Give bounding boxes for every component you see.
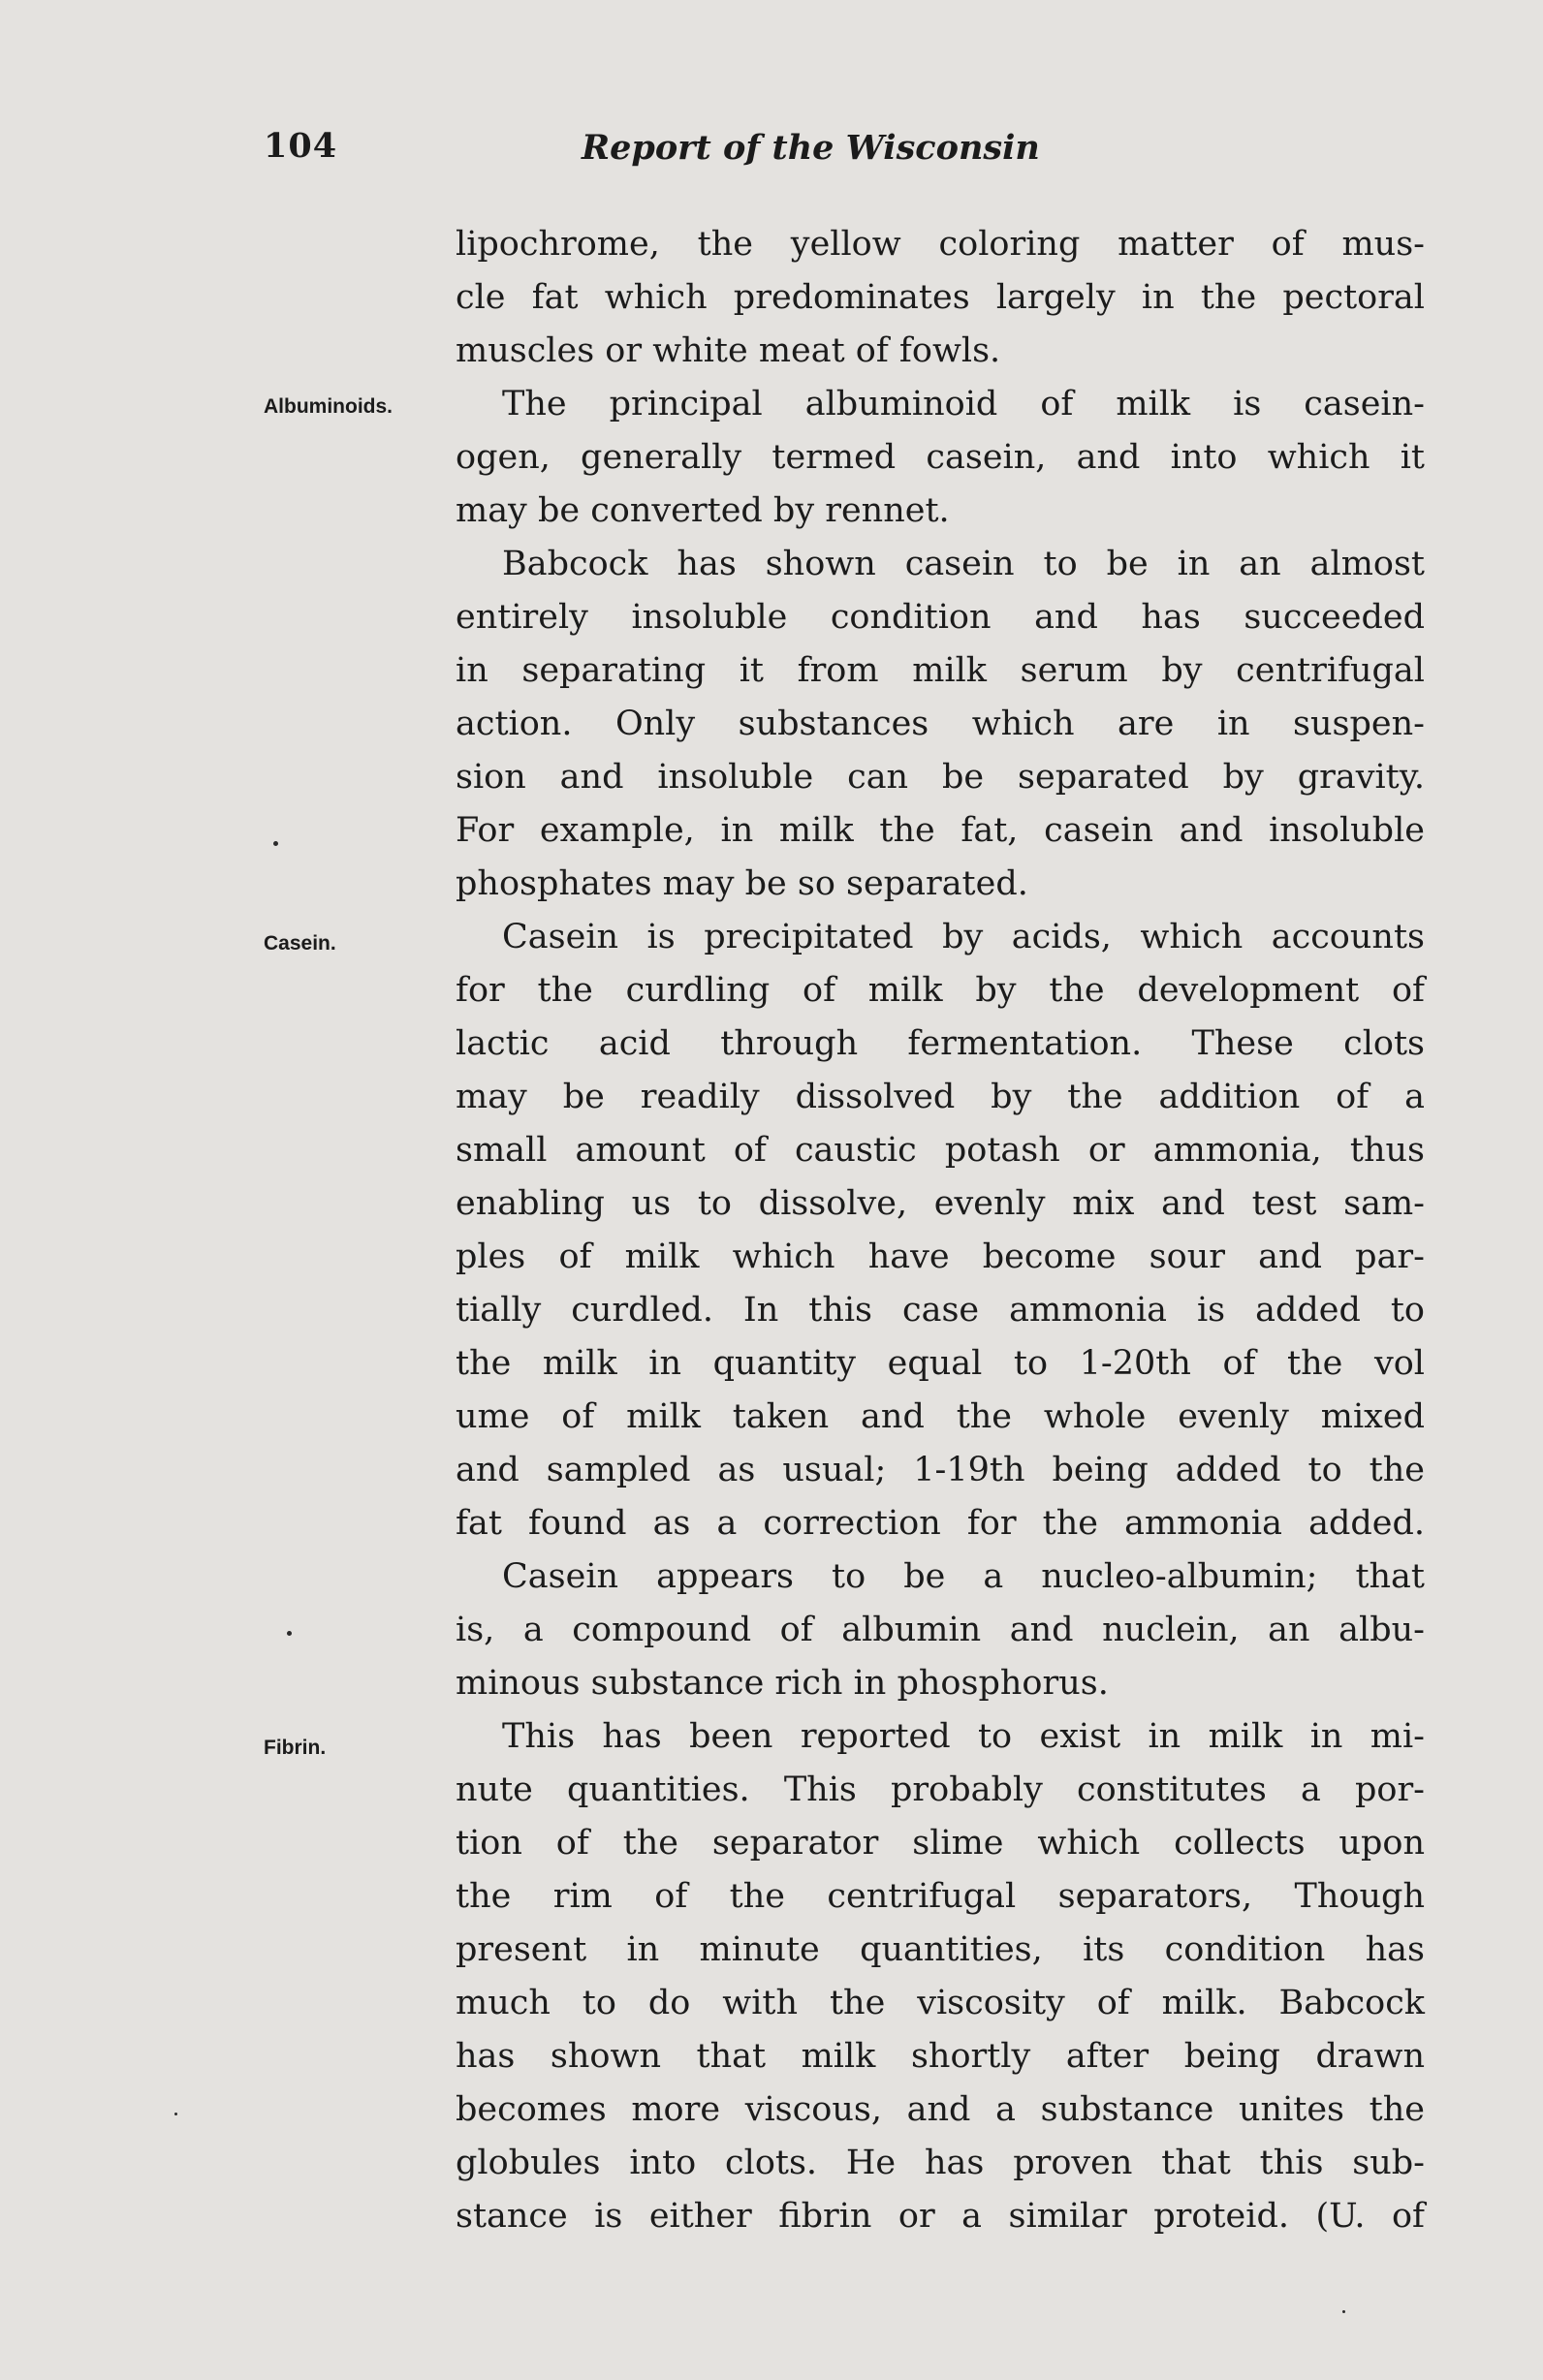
text-line: fat found as a correction for the ammonia added. bbox=[456, 1504, 1425, 1543]
text-line: cle fat which predominates largely in the pectoral bbox=[456, 278, 1425, 317]
print-speck bbox=[287, 1631, 292, 1636]
text-line: action. Only substances which are in suspen- bbox=[456, 705, 1425, 743]
text-line: stance is either fibrin or a similar proteid. (U. of bbox=[456, 2197, 1425, 2236]
text-line: is, a compound of albumin and nuclein, an albu- bbox=[456, 1611, 1425, 1649]
text-line: For example, in milk the fat, casein and insoluble bbox=[456, 811, 1425, 850]
page-number: 104 bbox=[264, 126, 338, 166]
text-line: minous substance rich in phosphorus. bbox=[456, 1664, 1109, 1703]
text-line: entirely insoluble condition and has succeeded bbox=[456, 598, 1425, 637]
text-line: may be converted by rennet. bbox=[456, 491, 950, 530]
running-head: Report of the Wisconsin bbox=[582, 128, 1040, 168]
text-line: This has been reported to exist in milk in mi- bbox=[502, 1717, 1425, 1756]
text-line: ume of milk taken and the whole evenly mixed bbox=[456, 1397, 1425, 1436]
text-line: The principal albuminoid of milk is casein- bbox=[502, 385, 1425, 423]
text-line: Casein is precipitated by acids, which accounts bbox=[502, 918, 1425, 956]
text-line: tion of the separator slime which collects upon bbox=[456, 1824, 1425, 1863]
text-line: the milk in quantity equal to 1-20th of the vol bbox=[456, 1344, 1425, 1383]
text-line: sion and insoluble can be separated by gravity. bbox=[456, 758, 1425, 797]
text-line: much to do with the viscosity of milk. Babcock bbox=[456, 1984, 1425, 2022]
text-line: Casein appears to be a nucleo-albumin; that bbox=[502, 1557, 1425, 1596]
text-line: ples of milk which have become sour and par- bbox=[456, 1237, 1425, 1276]
text-line: tially curdled. In this case ammonia is added to bbox=[456, 1291, 1425, 1330]
text-line: small amount of caustic potash or ammonia, thus bbox=[456, 1131, 1425, 1170]
margin-note-casein: Casein. bbox=[264, 932, 336, 955]
text-line: the rim of the centrifugal separators, Though bbox=[456, 1877, 1425, 1916]
text-line: and sampled as usual; 1-19th being added to the bbox=[456, 1451, 1425, 1489]
text-line: phosphates may be so separated. bbox=[456, 864, 1028, 903]
text-line: globules into clots. He has proven that this sub- bbox=[456, 2144, 1425, 2182]
text-line: present in minute quantities, its condition has bbox=[456, 1930, 1425, 1969]
text-line: nute quantities. This probably constitutes a por- bbox=[456, 1770, 1425, 1809]
text-line: for the curdling of milk by the development of bbox=[456, 971, 1425, 1010]
text-line: becomes more viscous, and a substance unites the bbox=[456, 2090, 1425, 2129]
margin-note-fibrin: Fibrin. bbox=[264, 1737, 327, 1759]
text-line: has shown that milk shortly after being drawn bbox=[456, 2037, 1425, 2076]
text-line: Babcock has shown casein to be in an almost bbox=[502, 545, 1425, 583]
print-speck bbox=[174, 2113, 177, 2115]
print-speck bbox=[273, 841, 278, 846]
body-text bbox=[456, 218, 1425, 2243]
text-line: enabling us to dissolve, evenly mix and test sam- bbox=[456, 1184, 1425, 1223]
text-line: in separating it from milk serum by centrifugal bbox=[456, 651, 1425, 690]
print-speck bbox=[1342, 2310, 1345, 2313]
margin-note-albuminoids: Albuminoids. bbox=[264, 395, 393, 418]
text-line: ogen, generally termed casein, and into which it bbox=[456, 438, 1425, 477]
text-line: lipochrome, the yellow coloring matter of mus- bbox=[456, 225, 1425, 264]
text-line: lactic acid through fermentation. These clots bbox=[456, 1024, 1425, 1063]
text-line: may be readily dissolved by the addition of a bbox=[456, 1078, 1425, 1116]
text-line: muscles or white meat of fowls. bbox=[456, 331, 1001, 370]
